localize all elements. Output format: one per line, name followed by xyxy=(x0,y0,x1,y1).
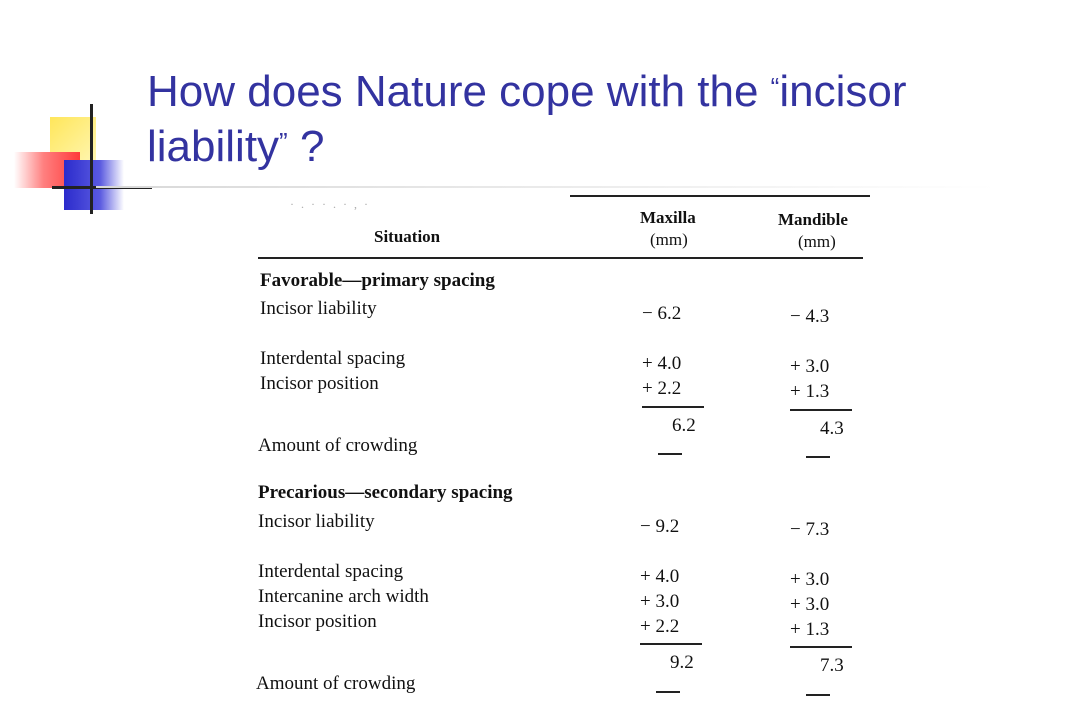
title-text-1: How does Nature cope with the xyxy=(147,67,771,116)
value-maxilla: + 3.0 xyxy=(640,591,680,612)
row-label: Intercanine arch width xyxy=(258,586,429,607)
row-label: Interdental spacing xyxy=(258,561,404,582)
value-maxilla: + 2.2 xyxy=(642,378,682,399)
value-mandible: − 7.3 xyxy=(790,519,830,540)
total-mandible: 7.3 xyxy=(820,655,844,676)
crowding-dash-mandible xyxy=(806,456,830,458)
value-maxilla: − 6.2 xyxy=(642,303,682,324)
header-rule xyxy=(258,257,863,259)
crowding-table xyxy=(250,195,870,720)
scan-specks: · . · · . · , · xyxy=(290,197,370,211)
value-mandible: + 3.0 xyxy=(790,569,830,590)
row-label: Incisor position xyxy=(258,611,377,632)
crowding-dash-maxilla xyxy=(658,453,682,455)
crowding-dash-maxilla xyxy=(656,691,680,693)
header-maxilla: Maxilla xyxy=(640,208,696,227)
table-top-rule xyxy=(570,195,870,197)
total-mandible: 4.3 xyxy=(820,418,844,439)
value-maxilla: + 2.2 xyxy=(640,616,680,637)
sum-line-mandible xyxy=(790,409,852,411)
header-mandible: Mandible xyxy=(778,210,848,229)
value-mandible: + 1.3 xyxy=(790,381,830,402)
crowding-label: Amount of crowding xyxy=(256,673,416,694)
value-mandible: + 3.0 xyxy=(790,594,830,615)
row-label: Interdental spacing xyxy=(260,348,406,369)
value-mandible: − 4.3 xyxy=(790,306,830,327)
ornament-blue-square xyxy=(64,160,124,210)
title-end: ? xyxy=(287,122,325,171)
row-label: Incisor liability xyxy=(260,298,377,319)
value-maxilla: + 4.0 xyxy=(642,353,682,374)
value-mandible: + 1.3 xyxy=(790,619,830,640)
row-label: Incisor liability xyxy=(258,511,375,532)
header-mandible-unit: (mm) xyxy=(798,232,836,251)
title-underline xyxy=(96,186,996,188)
crowding-dash-mandible xyxy=(806,694,830,696)
header-situation: Situation xyxy=(374,227,441,246)
sum-line-maxilla xyxy=(640,643,702,645)
value-maxilla: + 4.0 xyxy=(640,566,680,587)
sum-line-mandible xyxy=(790,646,852,648)
section-title-favorable: Favorable—primary spacing xyxy=(260,270,495,291)
crowding-label: Amount of crowding xyxy=(258,435,418,456)
section-title-precarious: Precarious—secondary spacing xyxy=(258,482,513,503)
title-text-2: incisor liability xyxy=(147,67,907,171)
ornament-vertical-line xyxy=(90,104,93,214)
slide-title xyxy=(147,62,1027,172)
value-maxilla: − 9.2 xyxy=(640,516,680,537)
sum-line-maxilla xyxy=(642,406,704,408)
total-maxilla: 9.2 xyxy=(670,652,694,673)
value-mandible: + 3.0 xyxy=(790,356,830,377)
total-maxilla: 6.2 xyxy=(672,415,696,436)
header-maxilla-unit: (mm) xyxy=(650,230,688,249)
row-label: Incisor position xyxy=(260,373,379,394)
close-quote: ” xyxy=(279,127,288,157)
open-quote: “ xyxy=(770,72,780,102)
